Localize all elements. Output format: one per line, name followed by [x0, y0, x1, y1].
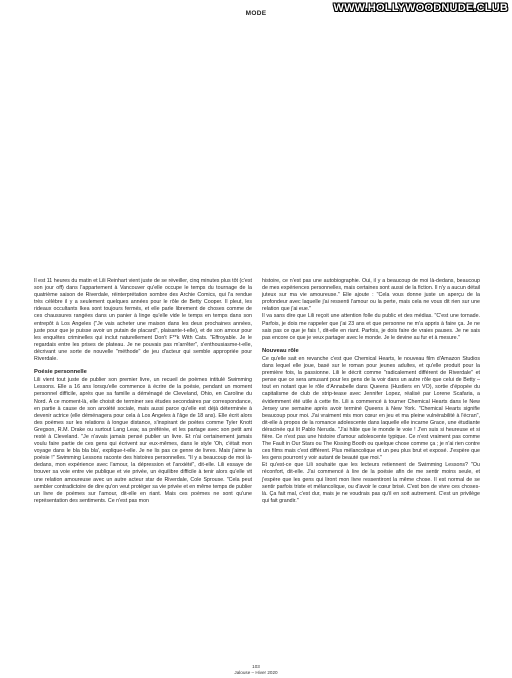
- page-number: 103: [252, 664, 260, 669]
- paragraph: Ce qu'elle sait en revanche c'est que Chemical Hearts, le nouveau film d'Amazon Studios dans lequel elle joue, basé sur le roman pour jeunes adultes, et qu'elle produit pour la première fois, la passionne. Lili le décrit comme "radicalement différent de Riverdale" et pense que ce sera amusant pour les gens de la voir dans un autre rôle que celui de Betty – tout en notant que le rôle d'Annabelle dans Queens (Hustlers en VO), sortie d'épopée du capitalisme de club de strip-tease avec Jennifer Lopez, réalisé par Lorene Scafaria, a évidemment été utile à cette fin. Lili a commencé à tourner Chemical Hearts dans le New Jersey une semaine après avoir terminé Queens à New York. "Chemical Hearts signifie beaucoup pour moi. J'ai vraiment mis mon cœur en jeu et ma pleine vulnérabilité à l'écran", dit-elle à propos de la romance adolescente dans laquelle elle incarne Grace, une étudiante déracinée qui lit Pablo Neruda. "J'ai hâte que le monde le voie ! J'en suis si heureuse et si fière. Ce n'est pas une histoire d'amour adolescente typique. Ce n'est vraiment pas comme The Fault in Our Stars ou The Kissing Booth ou quelque chose comme ça ; je n'ai rien contre ces films mais c'est différent. Plus mélancolique et un peu plus brut et exposé. J'espère que les gens pourront y voir autant de beauté que moi.": [262, 355, 480, 462]
- paragraph: Lili vient tout juste de publier son premier livre, un recueil de poèmes intitulé Swimming Lessons. Elle a 16 ans lorsqu'elle commence à écrire de la poésie, pendant un moment personnel difficile, après que sa famille a déménagé de Cleveland, Ohio, en Caroline du Nord. À ce moment-là, elle choisit de terminer ses études secondaires par correspondance, en partie à cause de son anxiété sociale, mais aussi parce qu'elle est déjà déterminée à devenir actrice (elle déménagera pour cela à Los Angeles à l'âge de 18 ans). Elle écrit alors des poèmes sur les relations à longue distance, s'inspirant de poètes comme Tyler Knott Gregson, R.M. Drake ou surtout Lang Leav, sa préférée, et les partage avec son petit ami resté à Cleveland. "Je n'avais jamais pensé publier un livre. Et n'ai certainement jamais voulu faire partie de ces gens qui écrivent sur eux-mêmes, dans le style 'Oh, c'était mon voyage dans le bla bla bla', explique-t-elle. Je ne lis pas ce genre de livres. Mais j'aime la poésie !" Swimming Lessons raconte des histoires personnelles. "Il y a beaucoup de moi là-dedans, mon expérience avec l'amour, la dépression et l'anxiété", dit-elle. Lili essaye de trouver sa voie entre vie publique et vie privée, un équilibre difficile à tenir alors qu'elle vit une relation amoureuse avec un autre acteur star de Riverdale, Cole Sprouse. "Cela peut sembler contradictoire de dire qu'on veut protéger sa vie privée et en même temps de publier un livre de poèmes sur l'amour, dit-elle en riant. Mais ces poèmes ne sont qu'une représentation des sentiments. Ce n'est pas mon: [34, 377, 253, 504]
- article-column-right: [262, 278, 480, 505]
- subheading: Nouveau rôle: [262, 347, 299, 354]
- paragraph: Il va sans dire que Lili reçoit une attention folle du public et des médias. "C'est une tornade. Parfois, je dois me rappeler que j'ai 23 ans et que personne ne m'a appris à faire ça. Je ne sais pas ce que je fais !, dit-elle en riant. Parfois, je dois faire de vraies pauses. Je ne sais pas encore ce que je veux partager avec le monde. Je le devine au fur et à mesure.": [262, 313, 480, 341]
- paragraph: histoire, ce n'est pas une autobiographie. Oui, il y a beaucoup de moi là-dedans, beaucoup de mes expériences personnelles, mais certaines sont aussi de la fiction. Il n'y a aucun détail juteux sur ma vie amoureuse." Elle ajoute : "Cela vous donne juste un aperçu de la profondeur avec laquelle j'ai ressenti l'amour ou la perte, mais cela ne vous dit rien sur une relation que j'ai eue.": [262, 278, 480, 313]
- subheading: Poésie personnelle: [34, 369, 87, 376]
- section-header: MODE: [245, 10, 267, 17]
- watermark: WWW.HOLLYWOODNUDE.CLUB: [333, 2, 508, 14]
- article-column-left: [34, 278, 252, 505]
- paragraph: Il est 11 heures du matin et Lili Reinhart vient juste de se réveiller, cinq minutes plus tôt (c'est son jour off) dans l'appartement à Vancouver qu'elle occupe le temps du tournage de la quatrième saison de Riverdale, réinterprétation sombre des Archie Comics, qui l'a rendue très célèbre il y a seulement quelques années pour le rôle de Betty Cooper. Il pleut, les rideaux occultants Ikea sont toujours fermés, et elle parle librement de choses comme de ces chaussures rangées dans un panier à linge qu'elle vide le temps en temps dans son entrepôt à Los Angeles ("Je vais acheter une maison dans les deux prochaines années, juste pour que je puisse avoir un putain de placard", plaisante-t-elle), et de son amour pour les enquêtes criminelles qui inclut naturellement Don't F**k With Cats. "Effroyable. Je le regardais entre les prises de plateau. Je ne pouvais pas m'arrêter", s'enthousiasme-t-elle, décrivant une sorte de nouvelle "méthode" de jeu d'acteur qui semble appropriée pour Riverdale.: [34, 278, 252, 363]
- issue-label: Jalouse – Hiver 2020: [234, 669, 278, 675]
- paragraph: Et qu'est-ce que Lili souhaite que les lecteurs retiennent de Swimming Lessons? "Ou réconfort, dit-elle. J'ai commencé à lire de la poésie afin de me sentir moins seule, et j'espère que les gens qui liront mon livre ressentiront la même chose. Il est normal de se sentir parfois triste et mélancolique, ou d'avoir le cœur brisé. C'est bon de vivre ces choses-là. Ça fait mal, c'est dur, mais je ne voudrais pas qu'il en soit autrement. C'est un privilège qui fait grandir.": [262, 462, 480, 504]
- page-footer: [0, 664, 512, 675]
